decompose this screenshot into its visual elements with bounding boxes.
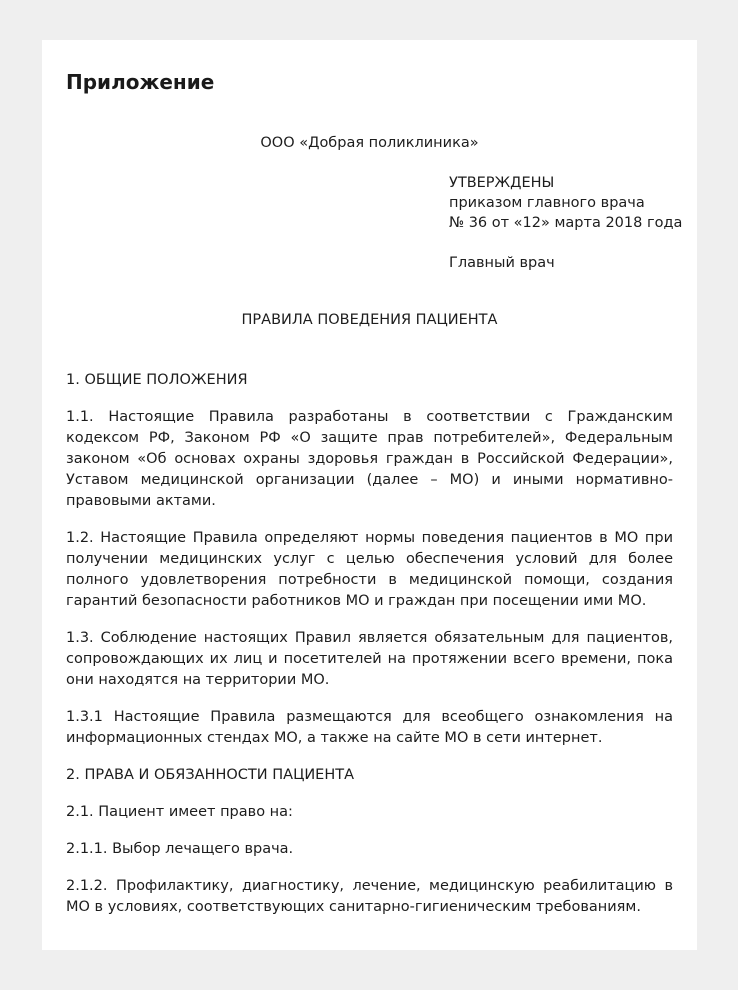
document-page xyxy=(42,40,697,950)
section-heading-general: 1. ОБЩИЕ ПОЛОЖЕНИЯ xyxy=(66,372,248,388)
paragraph-1-3-1: 1.3.1 Настоящие Правила размещаются для всеобщего ознакомления на информационных стендах МО, а также на сайте МО в сети интернет. xyxy=(66,709,673,746)
approval-line-approved: УТВЕРЖДЕНЫ xyxy=(449,175,555,191)
approval-line-order: приказом главного врача xyxy=(449,195,645,211)
paragraph-2-1-1: 2.1.1. Выбор лечащего врача. xyxy=(66,841,294,857)
paragraph-2-1-2: 2.1.2. Профилактику, диагностику, лечение, медицинскую реабилитацию в МО в условиях, соответствующих санитарно-гигиеническим требованиям. xyxy=(66,878,673,915)
paragraph-1-2: 1.2. Настоящие Правила определяют нормы поведения пациентов в МО при получении медицинских услуг с целью обеспечения условий для более полного удовлетворения потребности в медицинской помощи, создания гарантий безопасности работников МО и граждан при посещении ими МО. xyxy=(66,530,673,609)
document-body xyxy=(66,370,673,934)
section-heading-rights: 2. ПРАВА И ОБЯЗАННОСТИ ПАЦИЕНТА xyxy=(66,767,355,783)
document-title: ПРАВИЛА ПОВЕДЕНИЯ ПАЦИЕНТА xyxy=(241,312,498,328)
approval-line-number-date: № 36 от «12» марта 2018 года xyxy=(449,215,683,231)
approval-block xyxy=(449,173,682,273)
approval-signer: Главный врач xyxy=(449,255,555,271)
paragraph-2-1: 2.1. Пациент имеет право на: xyxy=(66,804,293,820)
organization-name: ООО «Добрая поликлиника» xyxy=(260,135,479,151)
appendix-heading: Приложение xyxy=(66,70,215,94)
paragraph-1-3: 1.3. Соблюдение настоящих Правил является обязательным для пациентов, сопровождающих их лиц и посетителей на протяжении всего времени, пока они находятся на территории МО. xyxy=(66,630,673,688)
paragraph-1-1: 1.1. Настоящие Правила разработаны в соответствии с Гражданским кодексом РФ, Законом РФ «О защите прав потребителей», Федеральным законом «Об основах охраны здоровья граждан в Российской Федерации», Уставом медицинской организации (далее – МО) и иными нормативно-правовыми актами. xyxy=(66,409,673,509)
